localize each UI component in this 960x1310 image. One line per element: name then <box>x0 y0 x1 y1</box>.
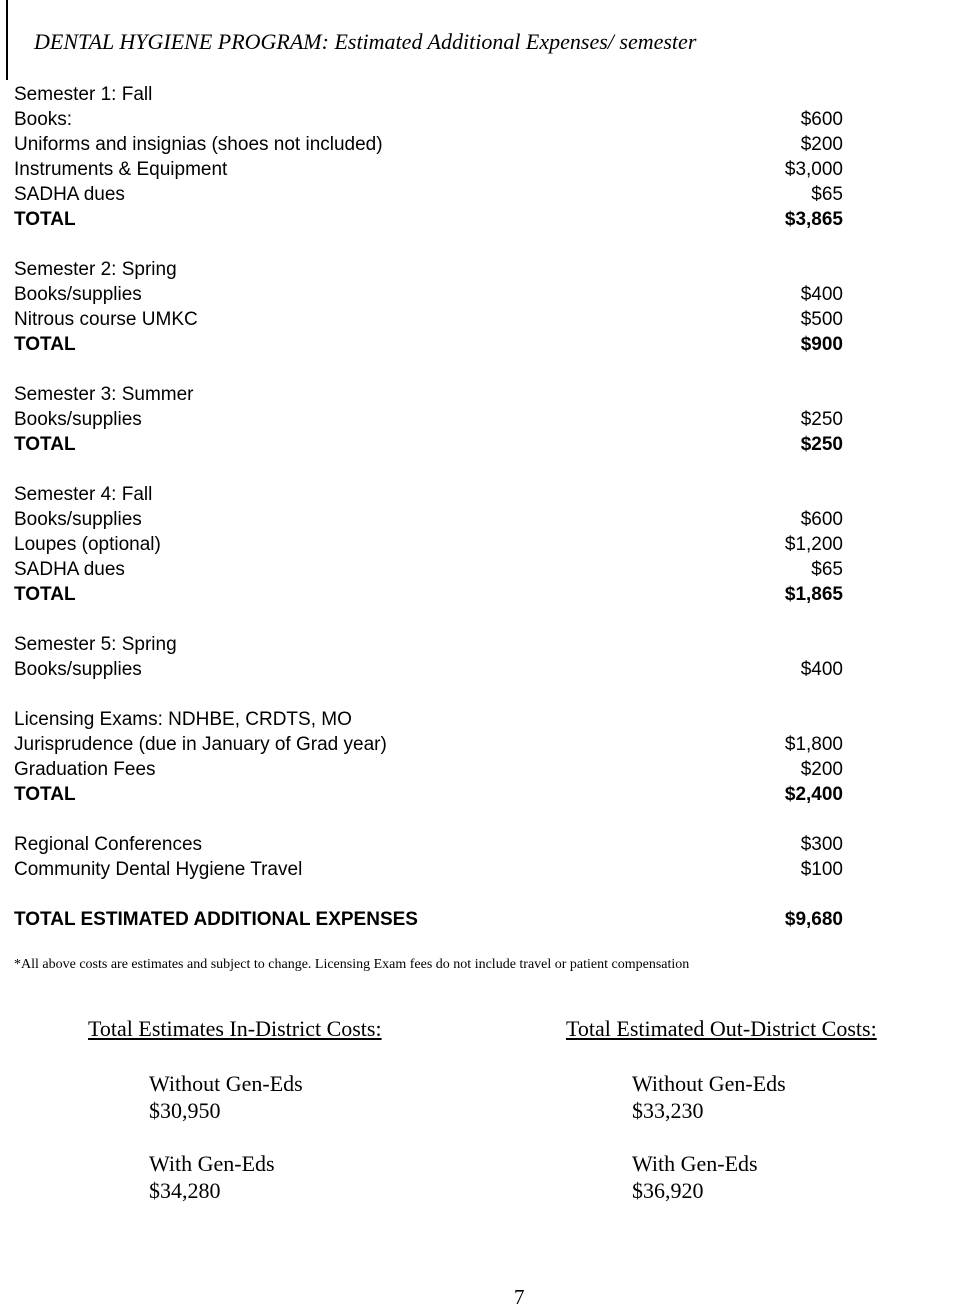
expense-label: SADHA dues <box>14 559 125 580</box>
expense-label: TOTAL <box>14 434 76 455</box>
expense-row <box>14 157 843 182</box>
expense-row <box>14 657 843 682</box>
expense-amount: $100 <box>800 859 843 880</box>
page-number: 7 <box>514 1285 525 1309</box>
expense-row <box>14 732 843 757</box>
expense-amount: $3,000 <box>784 159 843 180</box>
expense-amount: $400 <box>800 284 843 305</box>
expense-label: TOTAL <box>14 209 76 230</box>
expense-label: TOTAL ESTIMATED ADDITIONAL EXPENSES <box>14 909 418 930</box>
expense-amount: $600 <box>800 109 843 130</box>
expense-amount: $65 <box>811 559 843 580</box>
left-margin-rule <box>6 0 8 80</box>
expense-row <box>14 182 843 207</box>
expense-amount: $2,400 <box>784 784 843 805</box>
expense-row <box>14 532 843 557</box>
expense-amount: $65 <box>811 184 843 205</box>
out-district-without-label: Without Gen-Eds <box>632 1071 786 1096</box>
expense-row <box>14 832 843 857</box>
expense-amount: $1,800 <box>784 734 843 755</box>
expense-label: SADHA dues <box>14 184 125 205</box>
expense-label: Semester 2: Spring <box>14 259 177 280</box>
expense-amount: $200 <box>800 759 843 780</box>
expense-label: Community Dental Hygiene Travel <box>14 859 303 880</box>
expense-label: Licensing Exams: NDHBE, CRDTS, MO <box>14 709 352 730</box>
expense-label: Loupes (optional) <box>14 534 161 555</box>
expense-row <box>14 707 843 732</box>
expense-label: Books/supplies <box>14 284 142 305</box>
in-district-without-label: Without Gen-Eds <box>149 1071 303 1096</box>
expense-amount: $9,680 <box>784 909 843 930</box>
expense-section <box>14 482 843 607</box>
total-row <box>14 907 843 932</box>
expense-row <box>14 282 843 307</box>
expense-amount: $200 <box>800 134 843 155</box>
expense-amount: $300 <box>800 834 843 855</box>
expense-section <box>14 632 843 682</box>
expense-label: Instruments & Equipment <box>14 159 228 180</box>
expense-label: Books/supplies <box>14 409 142 430</box>
total-row <box>14 782 843 807</box>
expense-label: Semester 5: Spring <box>14 634 177 655</box>
expense-row <box>14 507 843 532</box>
expense-row <box>14 857 843 882</box>
in-district-heading: Total Estimates In-District Costs: <box>88 1016 382 1041</box>
out-district-with-label: With Gen-Eds <box>632 1151 758 1176</box>
expense-row <box>14 757 843 782</box>
expense-amount: $250 <box>800 409 843 430</box>
out-district-heading: Total Estimated Out-District Costs: <box>566 1016 877 1041</box>
footnote: *All above costs are estimates and subject to change. Licensing Exam fees do not include travel or patient compensation <box>14 957 690 972</box>
expense-amount: $600 <box>800 509 843 530</box>
expense-label: Books/supplies <box>14 659 142 680</box>
expense-amount: $250 <box>800 434 843 455</box>
page-title: DENTAL HYGIENE PROGRAM: Estimated Additional Expenses/ semester <box>34 29 697 54</box>
in-district-with-value: $34,280 <box>149 1178 221 1203</box>
expense-label: TOTAL <box>14 584 76 605</box>
total-row <box>14 582 843 607</box>
expense-row <box>14 257 843 282</box>
expense-section <box>14 82 843 232</box>
expense-label: Nitrous course UMKC <box>14 309 198 330</box>
expense-amount: $400 <box>800 659 843 680</box>
expense-section <box>14 832 843 882</box>
expense-label: Semester 4: Fall <box>14 484 153 505</box>
total-row <box>14 432 843 457</box>
total-row <box>14 207 843 232</box>
expense-amount: $500 <box>800 309 843 330</box>
expense-row <box>14 407 843 432</box>
in-district-with-label: With Gen-Eds <box>149 1151 275 1176</box>
expense-section <box>14 257 843 357</box>
out-district-with-value: $36,920 <box>632 1178 704 1203</box>
expense-section <box>14 707 843 807</box>
expense-label: Uniforms and insignias (shoes not included) <box>14 134 383 155</box>
expense-amount: $1,865 <box>784 584 843 605</box>
expense-section <box>14 382 843 457</box>
expense-label: Jurisprudence (due in January of Grad year) <box>14 734 387 755</box>
expense-row <box>14 557 843 582</box>
expense-row <box>14 482 843 507</box>
expense-row <box>14 382 843 407</box>
expense-label: Semester 3: Summer <box>14 384 194 405</box>
total-row <box>14 332 843 357</box>
expense-amount: $1,200 <box>784 534 843 555</box>
expense-row <box>14 307 843 332</box>
expense-label: Regional Conferences <box>14 834 203 855</box>
expense-row <box>14 82 843 107</box>
out-district-without-value: $33,230 <box>632 1098 704 1123</box>
in-district-without-value: $30,950 <box>149 1098 221 1123</box>
expense-label: Graduation Fees <box>14 759 156 780</box>
expense-label: TOTAL <box>14 334 76 355</box>
expense-label: TOTAL <box>14 784 76 805</box>
expense-row <box>14 107 843 132</box>
expense-amount: $3,865 <box>784 209 843 230</box>
expense-row <box>14 132 843 157</box>
expense-list <box>14 82 843 957</box>
expense-amount: $900 <box>800 334 843 355</box>
expense-label: Books: <box>14 109 73 130</box>
expense-row <box>14 632 843 657</box>
expense-label: Books/supplies <box>14 509 142 530</box>
expense-label: Semester 1: Fall <box>14 84 153 105</box>
expense-section <box>14 907 843 932</box>
